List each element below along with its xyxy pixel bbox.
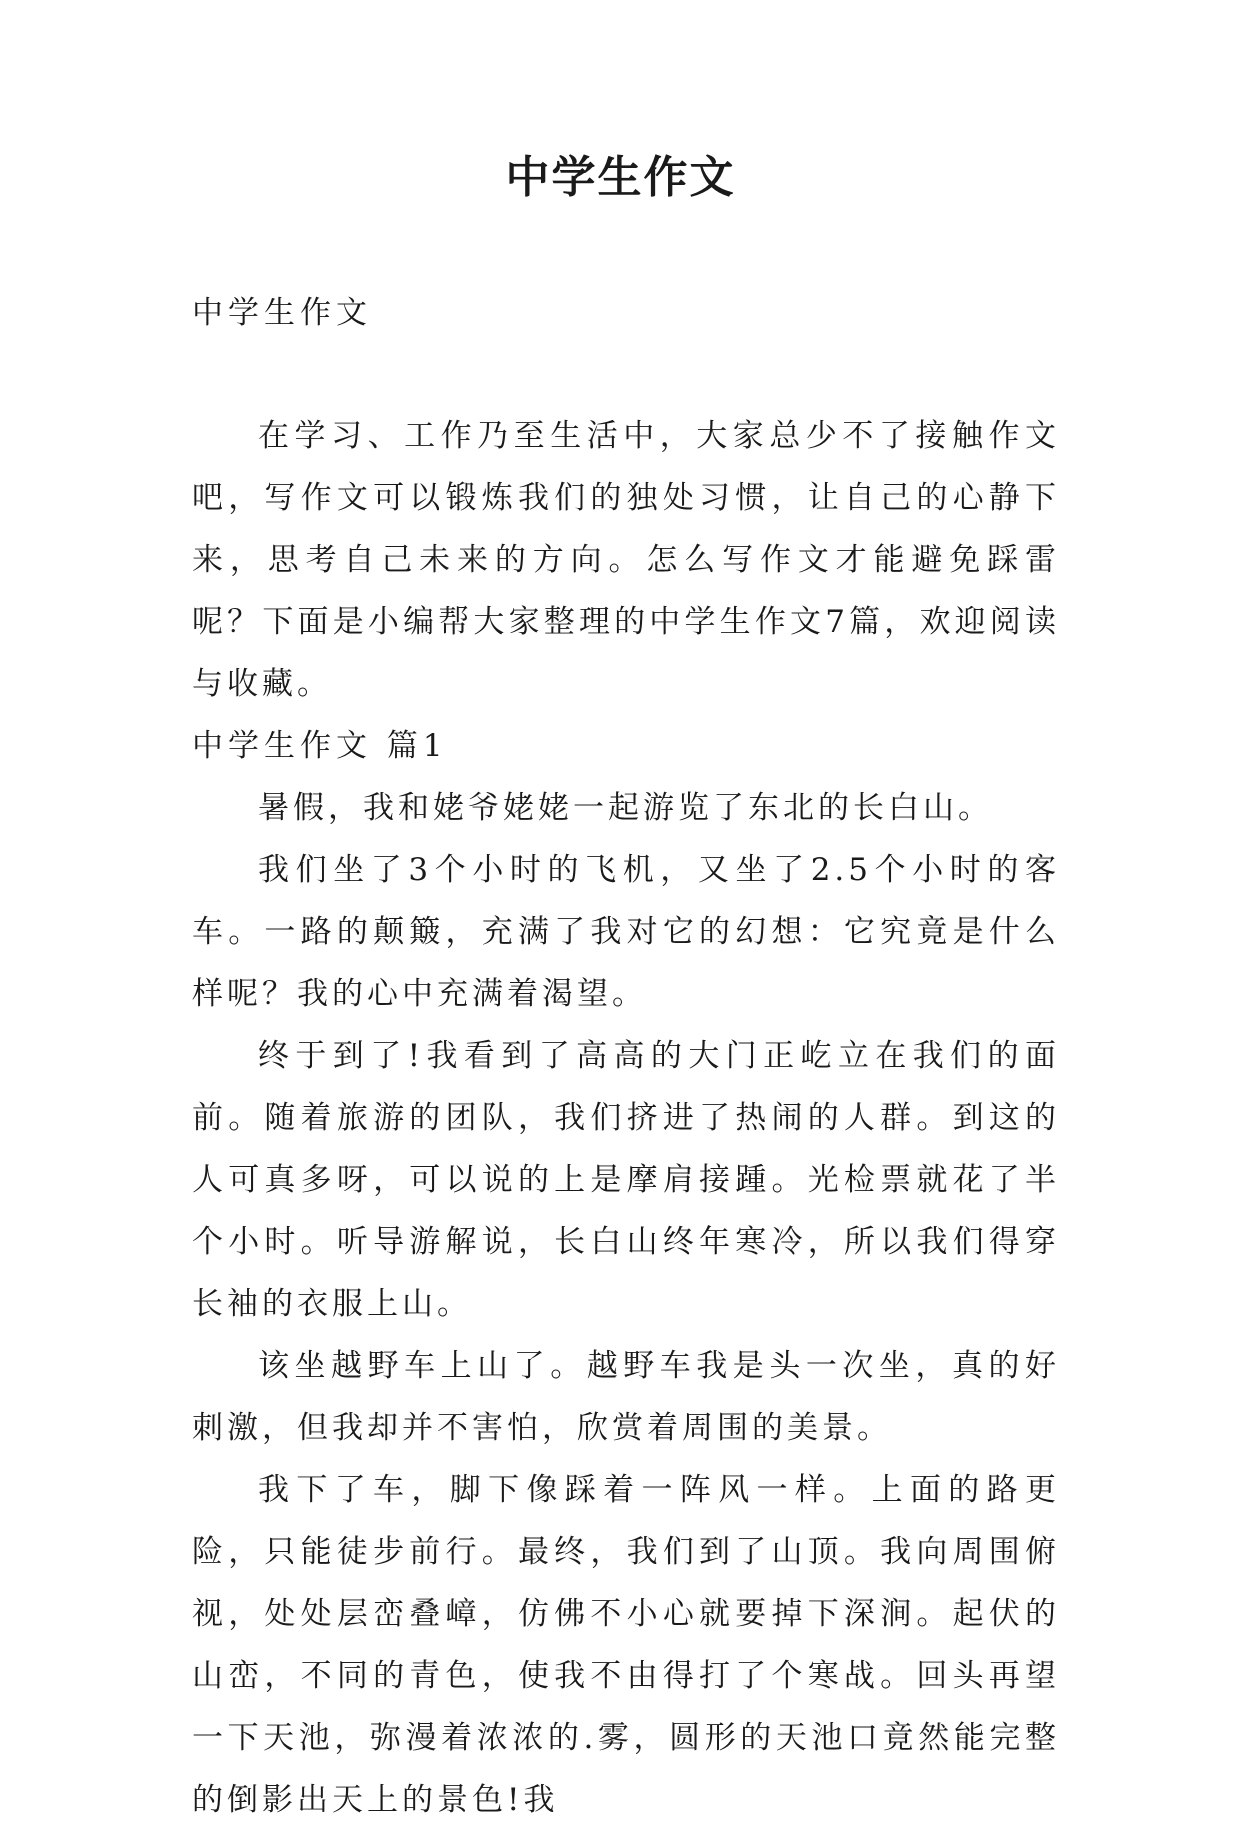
section-heading: 中学生作文 篇1	[192, 728, 448, 764]
document-body	[192, 405, 1060, 1831]
document-title: 中学生作文	[505, 152, 736, 203]
document-subtitle: 中学生作文	[192, 295, 372, 331]
paragraph: 我们坐了3个小时的飞机，又坐了2.5个小时的客车。一路的颠簸，充满了我对它的幻想：它究竟是什么样呢？我的心中充满着渴望。	[192, 852, 1060, 1012]
paragraph: 暑假，我和姥爷姥姥一起游览了东北的长白山。	[258, 790, 993, 826]
paragraph-intro: 在学习、工作乃至生活中，大家总少不了接触作文吧，写作文可以锻炼我们的独处习惯，让自己的心静下来，思考自己未来的方向。怎么写作文才能避免踩雷呢？下面是小编帮大家整理的中学生作文7篇，欢迎阅读与收藏。	[192, 418, 1060, 702]
paragraph: 终于到了!我看到了高高的大门正屹立在我们的面前。随着旅游的团队，我们挤进了热闹的人群。到这的人可真多呀，可以说的上是摩肩接踵。光检票就花了半个小时。听导游解说，长白山终年寒冷，所以我们得穿长袖的衣服上山。	[192, 1038, 1060, 1322]
paragraph: 我下了车，脚下像踩着一阵风一样。上面的路更险，只能徒步前行。最终，我们到了山顶。我向周围俯视，处处层峦叠嶂，仿佛不小心就要掉下深涧。起伏的山峦，不同的青色，使我不由得打了个寒战。回头再望一下天池，弥漫着浓浓的.雾，圆形的天池口竟然能完整的倒影出天上的景色!我	[192, 1472, 1060, 1818]
paragraph: 该坐越野车上山了。越野车我是头一次坐，真的好刺激，但我却并不害怕，欣赏着周围的美景。	[192, 1348, 1060, 1446]
